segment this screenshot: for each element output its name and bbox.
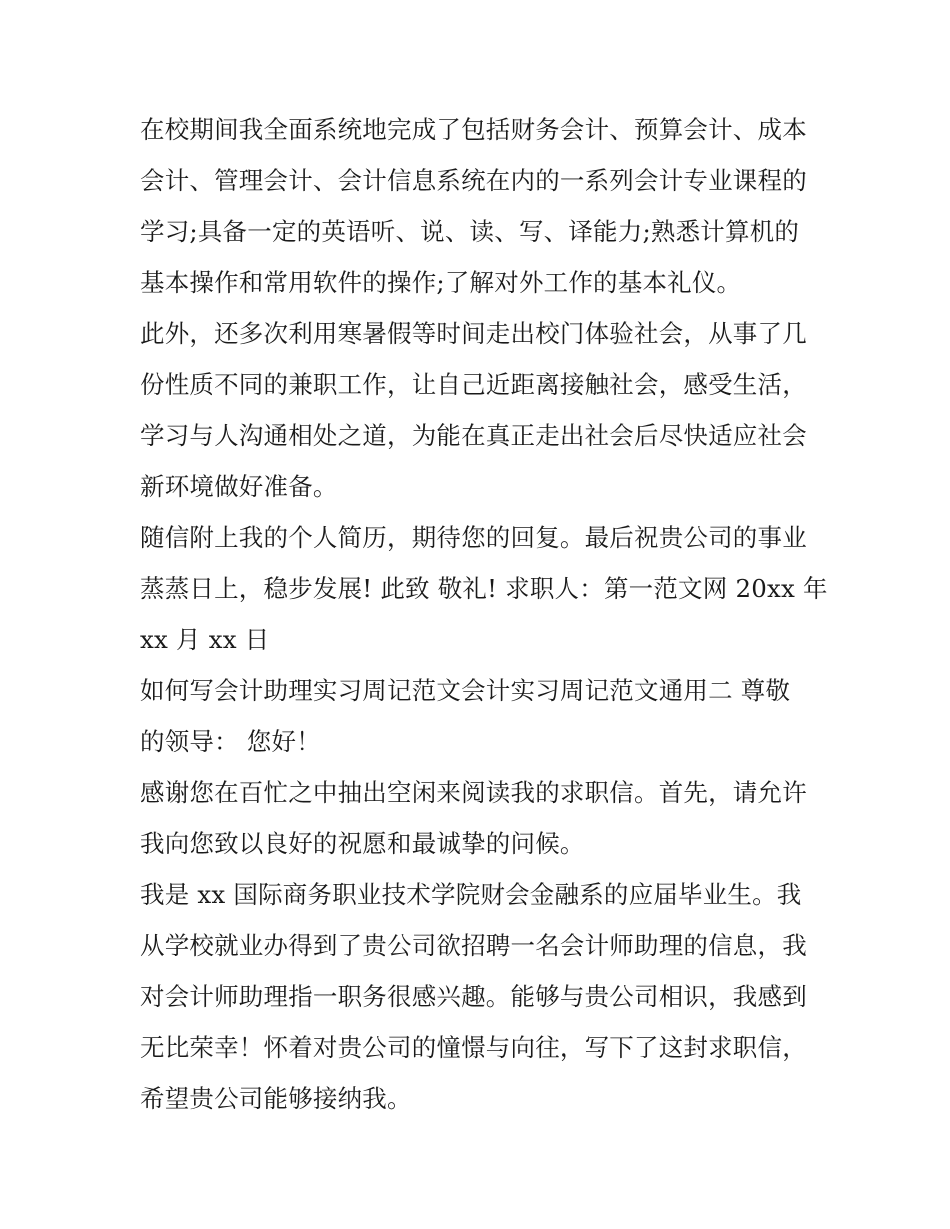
- text-line: 在校期间我全面系统地完成了包括财务会计、预算会计、成本: [140, 115, 807, 144]
- text-line: 随信附上我的个人简历，期待您的回复。最后祝贵公司的事业: [140, 523, 807, 552]
- text-line: 如何写会计助理实习周记范文会计实习周记范文通用二 尊敬: [140, 676, 791, 705]
- text-line: 学习;具备一定的英语听、说、读、写、译能力;熟悉计算机的: [140, 217, 800, 246]
- text-line: 此外，还多次利用寒暑假等时间走出校门体验社会，从事了几: [140, 319, 807, 348]
- text-line: 从学校就业办得到了贵公司欲招聘一名会计师助理的信息，我: [140, 931, 807, 960]
- text-line: 我是 xx 国际商务职业技术学院财会金融系的应届毕业生。我: [140, 880, 802, 909]
- text-line: 希望贵公司能够接纳我。: [140, 1084, 412, 1113]
- text-line: 的领导： 您好！: [140, 727, 321, 756]
- text-line: 会计、管理会计、会计信息系统在内的一系列会计专业课程的: [140, 166, 807, 195]
- document-body: [140, 104, 828, 1124]
- text-line: 学习与人沟通相处之道，为能在真正走出社会后尽快适应社会: [140, 421, 807, 450]
- text-line: 我向您致以良好的祝愿和最诚挚的问候。: [140, 829, 585, 858]
- text-line: xx 月 xx 日: [140, 625, 270, 654]
- text-line: 蒸蒸日上，稳步发展! 此致 敬礼! 求职人：第一范文网 20xx 年: [140, 574, 828, 603]
- text-line: 新环境做好准备。: [140, 472, 338, 501]
- text-line: 无比荣幸！怀着对贵公司的憧憬与向往，写下了这封求职信，: [140, 1033, 807, 1062]
- text-line: 基本操作和常用软件的操作;了解对外工作的基本礼仪。: [140, 268, 742, 297]
- text-line: 感谢您在百忙之中抽出空闲来阅读我的求职信。首先，请允许: [140, 778, 807, 807]
- text-line: 对会计师助理指一职务很感兴趣。能够与贵公司相识，我感到: [140, 982, 807, 1011]
- text-line: 份性质不同的兼职工作，让自己近距离接触社会，感受生活，: [140, 370, 807, 399]
